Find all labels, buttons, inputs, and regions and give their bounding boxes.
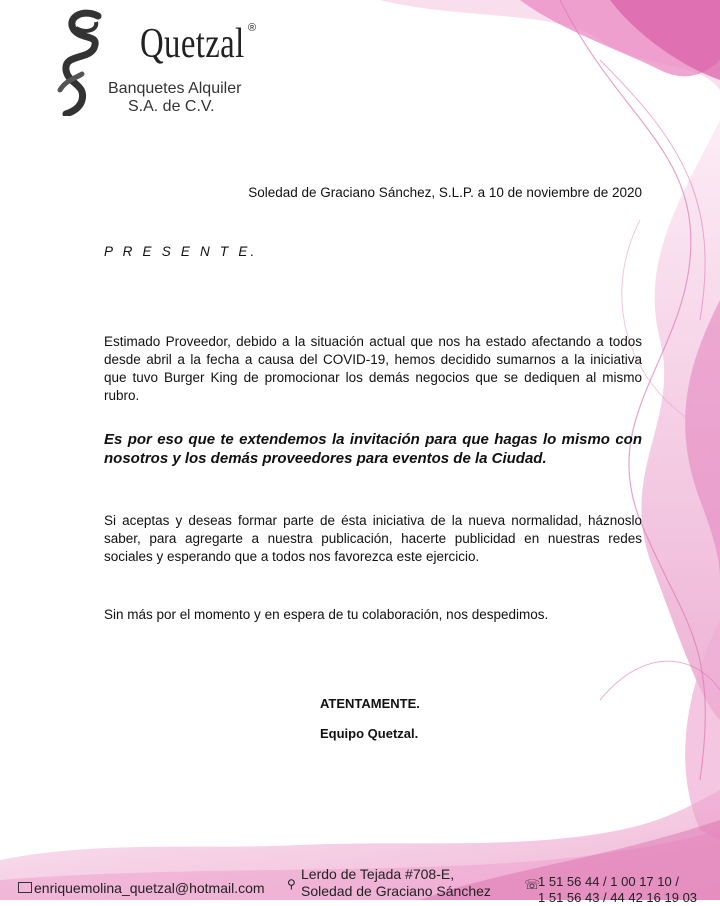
company-logo xyxy=(52,4,282,116)
paragraph-invitation: Es por eso que te extendemos la invitación para que hagas lo mismo con nosotros y los demás proveedores para eventos de la Ciudad. xyxy=(104,431,642,467)
signature: Equipo Quetzal. xyxy=(320,726,419,741)
closing: ATENTAMENTE. xyxy=(320,696,420,711)
brand-subtitle-line1: Banquetes Alquiler xyxy=(108,80,242,97)
paragraph-intro: Estimado Proveedor, debido a la situación actual que nos ha estado afectando a todos desde abril a la fecha a causa del COVID-19, hemos decidido sumarnos a la iniciativa que tuvo Burger King de promocionar los demás negocios que se dediquen al mismo rubro. xyxy=(104,334,642,403)
registered-mark: ® xyxy=(248,22,257,34)
phone-icon: ☏ xyxy=(524,877,541,892)
paragraph-details: Si aceptas y deseas formar parte de ésta iniciativa de la nueva normalidad, háznoslo saber, para agregarte a nuestra publicación, hacerte publicidad en nuestras redes sociales y esperando que a todos nos favorezca este ejercicio. xyxy=(104,513,642,564)
quetzal-bird-icon xyxy=(52,4,112,116)
brand-name: Quetzal xyxy=(140,21,245,67)
letter-date: Soledad de Graciano Sánchez, S.L.P. a 10 de noviembre de 2020 xyxy=(248,185,642,200)
salutation: P R E S E N T E. xyxy=(104,244,258,259)
footer-phone-line1: 1 51 56 44 / 1 00 17 10 / xyxy=(538,874,679,889)
footer-phone xyxy=(524,874,697,906)
footer-address-line1: Lerdo de Tejada #708-E, xyxy=(301,866,455,882)
envelope-icon xyxy=(18,882,32,893)
footer-email[interactable] xyxy=(18,880,265,896)
footer-address xyxy=(287,866,491,900)
footer-address-line2: Soledad de Graciano Sánchez xyxy=(301,883,491,899)
map-pin-icon: ⚲ xyxy=(287,877,296,891)
footer-email-text: enriquemolina_quetzal@hotmail.com xyxy=(34,880,265,896)
footer-phone-line2: 1 51 56 43 / 44 42 16 19 03 xyxy=(538,890,698,905)
brand-subtitle-line2: S.A. de C.V. xyxy=(128,98,215,115)
footer xyxy=(0,860,720,905)
paragraph-farewell: Sin más por el momento y en espera de tu colaboración, nos despedimos. xyxy=(104,607,549,622)
